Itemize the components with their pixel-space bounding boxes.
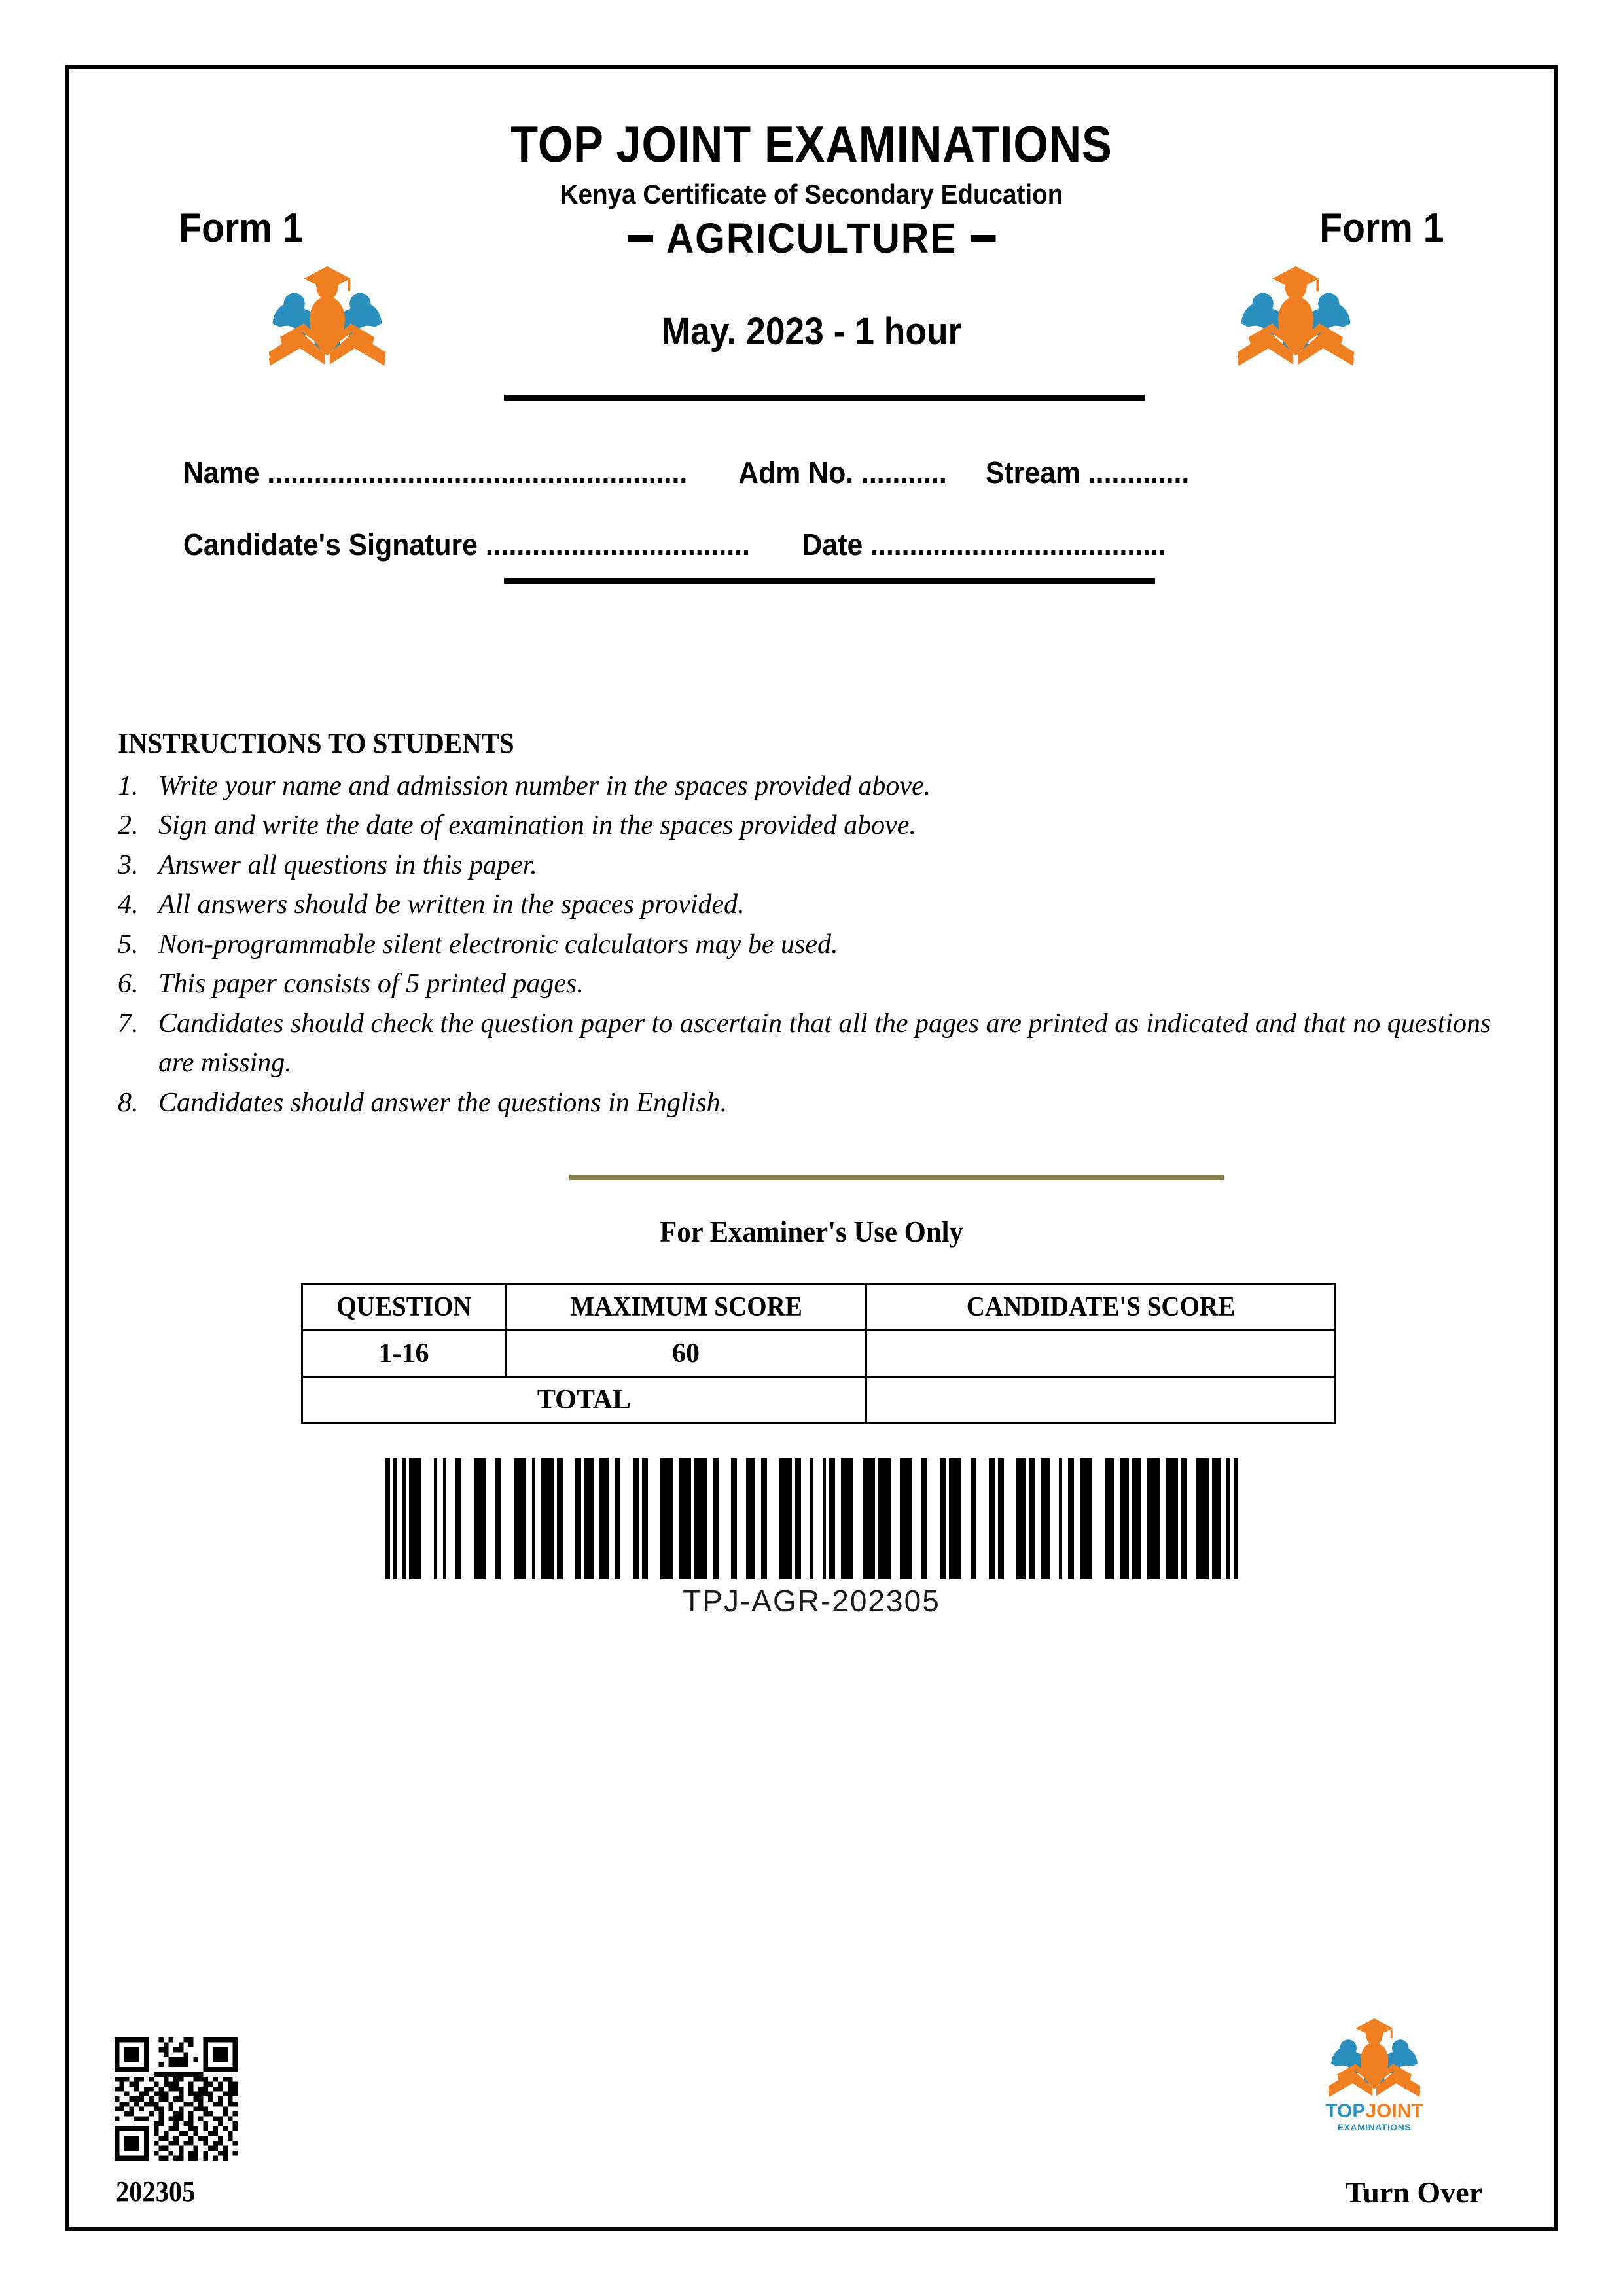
cell-total-label: TOTAL	[302, 1377, 866, 1424]
subject-name: AGRICULTURE	[666, 215, 957, 262]
list-item	[118, 964, 1505, 1003]
wordmark-subtitle: EXAMINATIONS	[1337, 2122, 1412, 2132]
instruction-number: 4.	[118, 889, 139, 920]
instruction-text: Sign and write the date of examination in the spaces provided above.	[158, 810, 916, 841]
barcode-block	[69, 1450, 1554, 1619]
cell-total-score[interactable]	[866, 1377, 1335, 1424]
list-item	[118, 1004, 1505, 1083]
header-divider-bottom	[504, 578, 1155, 584]
date-label: Date	[802, 528, 863, 562]
graduate-book-logo-icon	[1325, 2013, 1423, 2099]
adm-no-label: Adm No.	[738, 456, 854, 490]
cell-question-range: 1-16	[302, 1331, 506, 1377]
logo-wordmark	[1312, 2102, 1436, 2132]
wordmark-top: TOP	[1325, 2100, 1366, 2122]
instructions-list	[118, 766, 1505, 1122]
instruction-number: 7.	[118, 1008, 139, 1039]
cell-candidate-score[interactable]	[866, 1331, 1335, 1377]
list-item	[118, 925, 1505, 964]
list-item	[118, 885, 1505, 924]
candidate-signature-row	[183, 527, 1166, 562]
stream-label: Stream	[985, 456, 1080, 490]
instruction-number: 8.	[118, 1087, 139, 1118]
exam-date-duration: May. 2023 - 1 hour	[661, 310, 962, 353]
table-header-row	[302, 1284, 1335, 1331]
name-label: Name	[183, 456, 260, 490]
list-item	[118, 846, 1505, 885]
top-joint-logo-right	[1234, 259, 1358, 368]
section-divider	[569, 1175, 1224, 1180]
form-level-left: Form 1	[179, 206, 304, 251]
wordmark-joint: JOINT	[1365, 2100, 1423, 2122]
page-header	[69, 69, 1554, 605]
instruction-text: Candidates should answer the questions in English.	[158, 1087, 728, 1118]
instruction-number: 6.	[118, 969, 139, 999]
qr-code[interactable]	[115, 2037, 238, 2161]
instruction-text: All answers should be written in the spaces provided.	[158, 889, 745, 920]
footer-logo	[1312, 2013, 1436, 2132]
graduate-book-logo-icon	[265, 259, 389, 368]
instructions-section	[118, 726, 1505, 1122]
column-header-maximum: MAXIMUM SCORE	[518, 1284, 853, 1331]
barcode-value: TPJ-AGR-202305	[683, 1584, 940, 1618]
name-input-dots[interactable]: ......................................................	[267, 456, 688, 490]
dash-left-icon	[628, 235, 653, 242]
instruction-number: 5.	[118, 929, 139, 960]
signature-label: Candidate's Signature	[183, 528, 478, 562]
list-item	[118, 1083, 1505, 1122]
column-header-candidate: CANDIDATE'S SCORE	[883, 1284, 1319, 1331]
column-header-question: QUESTION	[309, 1284, 498, 1331]
top-joint-logo-left	[265, 259, 389, 368]
adm-no-input-dots[interactable]: ...........	[861, 456, 947, 490]
exam-title: TOP JOINT EXAMINATIONS	[510, 115, 1113, 173]
form-level-right: Form 1	[1319, 206, 1444, 251]
table-row	[302, 1331, 1335, 1377]
list-item	[118, 806, 1505, 845]
signature-input-dots[interactable]: ..................................	[485, 528, 750, 562]
instruction-number: 3.	[118, 850, 139, 880]
instruction-text: This paper consists of 5 printed pages.	[158, 969, 584, 999]
exam-subtitle: Kenya Certificate of Secondary Education	[560, 179, 1063, 209]
graduate-book-logo-icon	[1234, 259, 1358, 368]
dash-right-icon	[970, 235, 995, 242]
header-divider-top	[504, 395, 1145, 401]
graduate-book-logo-icon	[1325, 2013, 1423, 2099]
instruction-text: Answer all questions in this paper.	[158, 850, 537, 880]
instruction-text: Candidates should check the question paper to ascertain that all the pages are printed as indicated and that no questions are missing.	[158, 1008, 1491, 1079]
cell-maximum-score: 60	[506, 1331, 866, 1377]
stream-input-dots[interactable]: .............	[1088, 456, 1190, 490]
instruction-number: 2.	[118, 810, 139, 841]
list-item	[118, 766, 1505, 806]
turn-over-label: Turn Over	[1345, 2176, 1482, 2209]
exam-cover-page	[65, 65, 1558, 2231]
subject-title	[128, 214, 1495, 262]
barcode-image	[385, 1458, 1238, 1579]
examiner-use-heading: For Examiner's Use Only	[660, 1215, 963, 1248]
instructions-heading: INSTRUCTIONS TO STUDENTS	[118, 727, 514, 759]
instruction-number: 1.	[118, 771, 139, 801]
date-input-dots[interactable]: ......................................	[870, 528, 1166, 562]
qr-code-icon	[115, 2037, 238, 2161]
candidate-identity-row	[183, 455, 1189, 490]
score-table	[301, 1283, 1336, 1424]
instruction-text: Write your name and admission number in the spaces provided above.	[158, 771, 931, 801]
footer-paper-code: 202305	[116, 2176, 196, 2208]
table-total-row	[302, 1377, 1335, 1424]
instruction-text: Non-programmable silent electronic calculators may be used.	[158, 929, 838, 960]
